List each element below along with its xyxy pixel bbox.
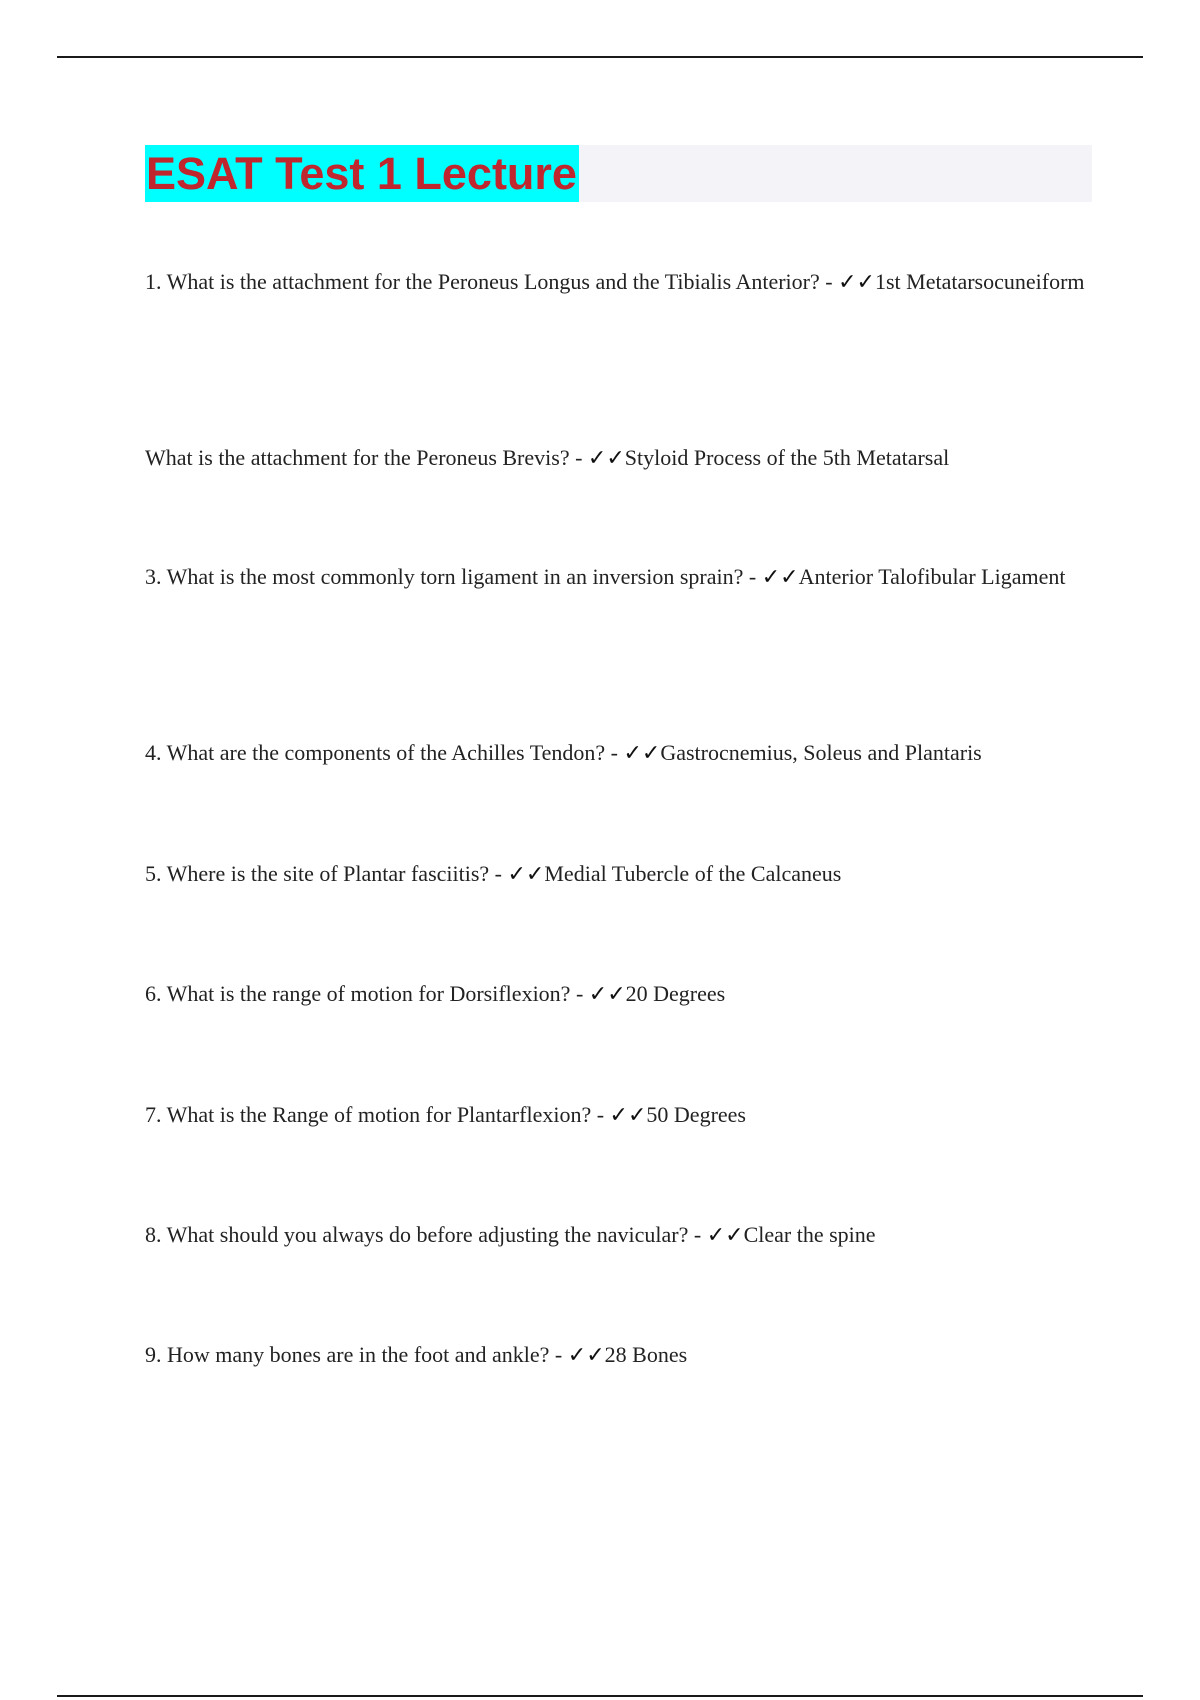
question-text: What should you always do before adjusting the navicular? - bbox=[166, 1222, 702, 1247]
question-number: 3. bbox=[145, 564, 162, 589]
question-number: 4. bbox=[145, 740, 162, 765]
answer-text: Clear the spine bbox=[743, 1222, 876, 1247]
document-title: ESAT Test 1 Lecture bbox=[146, 148, 577, 199]
double-check-icon: ✓✓ bbox=[588, 982, 626, 1007]
question-item-2 bbox=[145, 428, 949, 488]
question-number: 9. bbox=[145, 1342, 162, 1367]
question-item-9 bbox=[145, 1325, 687, 1385]
top-divider bbox=[57, 56, 1143, 58]
question-number: 8. bbox=[145, 1222, 162, 1247]
question-text: Where is the site of Plantar fasciitis? - bbox=[166, 861, 502, 886]
question-text: How many bones are in the foot and ankle? - bbox=[167, 1342, 563, 1367]
question-item-5 bbox=[145, 844, 841, 904]
question-item-1 bbox=[145, 252, 1085, 312]
double-check-icon: ✓✓ bbox=[507, 862, 545, 887]
question-text: What is the attachment for the Peroneus Longus and the Tibialis Anterior? - bbox=[166, 269, 833, 294]
question-text: What are the components of the Achilles Tendon? - bbox=[166, 740, 618, 765]
question-text: What is the Range of motion for Plantarflexion? - bbox=[166, 1102, 605, 1127]
bottom-divider bbox=[57, 1695, 1143, 1697]
question-number: 1. bbox=[145, 269, 162, 294]
question-item-8 bbox=[145, 1205, 876, 1265]
answer-text: 50 Degrees bbox=[646, 1102, 746, 1127]
question-number: 5. bbox=[145, 861, 162, 886]
question-text: What is the most commonly torn ligament in an inversion sprain? - bbox=[166, 564, 757, 589]
answer-text: 1st Metatarsocuneiform bbox=[874, 269, 1085, 294]
question-number: 7. bbox=[145, 1102, 162, 1127]
double-check-icon: ✓✓ bbox=[761, 565, 799, 590]
double-check-icon: ✓✓ bbox=[706, 1223, 744, 1248]
double-check-icon: ✓✓ bbox=[567, 1343, 605, 1368]
question-item-6 bbox=[145, 964, 725, 1024]
title-highlight bbox=[145, 145, 579, 202]
double-check-icon: ✓✓ bbox=[587, 446, 625, 471]
question-item-3 bbox=[145, 547, 1065, 607]
question-number: 6. bbox=[145, 981, 162, 1006]
answer-text: Gastrocnemius, Soleus and Plantaris bbox=[660, 740, 982, 765]
question-item-7 bbox=[145, 1085, 746, 1145]
question-item-4 bbox=[145, 723, 982, 783]
double-check-icon: ✓✓ bbox=[838, 270, 875, 295]
answer-text: Anterior Talofibular Ligament bbox=[798, 564, 1066, 589]
answer-text: 28 Bones bbox=[604, 1342, 688, 1367]
double-check-icon: ✓✓ bbox=[609, 1103, 647, 1128]
double-check-icon: ✓✓ bbox=[623, 741, 661, 766]
answer-text: Styloid Process of the 5th Metatarsal bbox=[624, 445, 950, 470]
answer-text: Medial Tubercle of the Calcaneus bbox=[544, 861, 842, 886]
question-text: What is the attachment for the Peroneus Brevis? - bbox=[145, 445, 583, 470]
answer-text: 20 Degrees bbox=[625, 981, 726, 1006]
question-text: What is the range of motion for Dorsiflexion? - bbox=[166, 981, 584, 1006]
